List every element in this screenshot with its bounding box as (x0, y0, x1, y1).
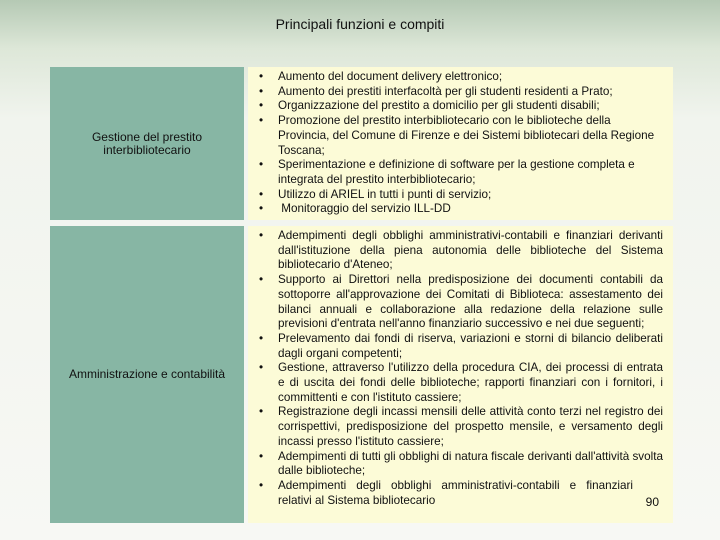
list-item: • Registrazione degli incassi mensili delle attività conto terzi nel registro dei corrispettivi, predisposizione del prospetto mensile, e versamento degli incassi presso l'istituto cassiere; (256, 405, 663, 449)
page-number: 90 (645, 495, 659, 510)
list-item: • Aumento dei prestiti interfacoltà per gli studenti residenti a Prato; (256, 85, 663, 100)
list-item: • Aumento del document delivery elettronico; (256, 70, 663, 85)
row-content-prestito (248, 67, 673, 220)
slide-title: Principali funzioni e compiti (275, 16, 445, 32)
list-item: • Adempimenti di tutti gli obblighi di natura fiscale derivanti dall'attività svolta dalle biblioteche; (256, 450, 663, 479)
list-item: • Prelevamento dai fondi di riserva, variazioni e storni di bilancio deliberati dagli organi competenti; (256, 332, 663, 361)
list-item: • Monitoraggio del servizio ILL-DD (256, 202, 663, 217)
list-item: • Adempimenti degli obblighi amministrativi-contabili e finanziari derivanti dall'istituzione della piena autonomia delle biblioteche del Sistema bibliotecario d'Ateneo; (256, 229, 663, 273)
list-item: • Organizzazione del prestito a domicilio per gli studenti disabili; (256, 99, 663, 114)
bullet-list (256, 70, 663, 217)
list-item: • Adempimenti degli obblighi amministrativi-contabili e finanziari relativi al Sistema bibliotecario (256, 479, 663, 508)
row-label-prestito (50, 67, 244, 220)
row-content-amministrazione (248, 226, 673, 523)
list-item: • Gestione, attraverso l'utilizzo della procedura CIA, dei processi di entrata e di uscita dei fondi delle biblioteche; rapporti finanziari con i fornitori, i committenti e con l'istituto cassiere; (256, 361, 663, 405)
list-item: • Utilizzo di ARIEL in tutti i punti di servizio; (256, 188, 663, 203)
list-item: • Sperimentazione e definizione di software per la gestione completa e integrata del prestito interbibliotecario; (256, 158, 663, 187)
bullet-list (256, 229, 663, 508)
list-item: • Promozione del prestito interbibliotecario con le biblioteche della Provincia, del Comune di Firenze e dei Sistemi bibliotecari della Regione Toscana; (256, 114, 663, 158)
row-label-text: Amministrazione e contabilità (68, 367, 226, 381)
row-label-text: Gestione del prestito interbibliotecario (91, 129, 203, 157)
list-item: • Supporto ai Direttori nella predisposizione dei documenti contabili da sottoporre all'approvazione dei Comitati di Biblioteca: assestamento dei bilanci annuali e collaborazione alla redazione della relazione sulle previsioni d'entrata nell'anno finanziario successivo e nei due seguenti; (256, 273, 663, 332)
row-label-amministrazione (50, 226, 244, 523)
